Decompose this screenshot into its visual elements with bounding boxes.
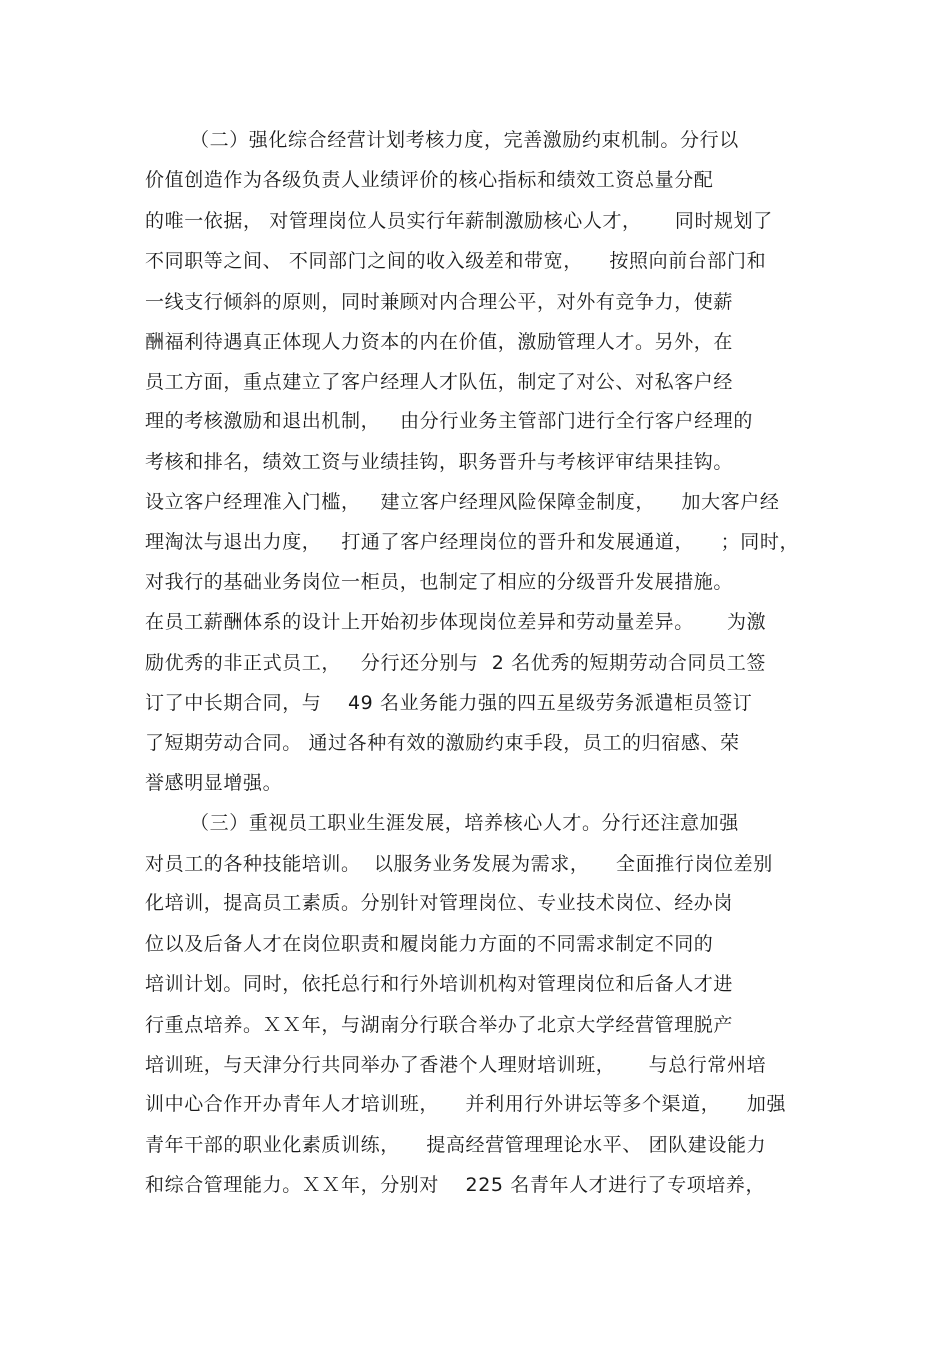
paragraph-2-line-1: （二）强化综合经营计划考核力度，完善激励约束机制。分行以 xyxy=(190,129,739,151)
paragraph-3-line-4: 位以及后备人才在岗位职责和履岗能力方面的不同需求制定不同的 xyxy=(145,933,714,955)
paragraph-2-line-5: 一线支行倾斜的原则，同时兼顾对内合理公平，对外有竞争力，使薪 xyxy=(145,291,734,313)
paragraph-3-line-3: 化培训，提高员工素质。分别针对管理岗位、专业技术岗位、经办岗 xyxy=(145,892,734,914)
paragraph-2-line-8: 理的考核激励和退出机制， 由分行业务主管部门进行全行客户经理的 xyxy=(145,410,753,432)
paragraph-2-line-15: 订了中长期合同，与 49 名业务能力强的四五星级劳务派遣柜员签订 xyxy=(145,692,753,714)
paragraph-2-line-10: 设立客户经理准入门槛， 建立客户经理风险保障金制度， 加大客户经 xyxy=(145,491,780,513)
paragraph-3-line-9: 青年干部的职业化素质训练， 提高经营管理理论水平、 团队建设能力 xyxy=(145,1134,767,1156)
paragraph-2-line-4: 不同职等之间、 不同部门之间的收入级差和带宽， 按照向前台部门和 xyxy=(145,250,767,272)
paragraph-2-line-17: 誉感明显增强。 xyxy=(145,772,283,794)
paragraph-3-line-1: （三）重视员工职业生涯发展，培养核心人才。分行还注意加强 xyxy=(190,812,739,834)
paragraph-2-line-14: 励优秀的非正式员工， 分行还分别与 2 名优秀的短期劳动合同员工签 xyxy=(145,652,766,674)
paragraph-2-line-11: 理淘汰与退出力度， 打通了客户经理岗位的晋升和发展通道， ；同时， xyxy=(145,531,800,553)
paragraph-2-line-13: 在员工薪酬体系的设计上开始初步体现岗位差异和劳动量差异。 为激 xyxy=(145,611,767,633)
paragraph-2-line-3: 的唯一依据， 对管理岗位人员实行年薪制激励核心人才， 同时规划了 xyxy=(145,210,773,232)
paragraph-2-line-7: 员工方面，重点建立了客户经理人才队伍，制定了对公、对私客户经 xyxy=(145,371,734,393)
paragraph-3-line-8: 训中心合作开办青年人才培训班， 并利用行外讲坛等多个渠道， 加强 xyxy=(145,1093,787,1115)
paragraph-2-line-9: 考核和排名，绩效工资与业绩挂钩，职务晋升与考核评审结果挂钩。 xyxy=(145,451,734,473)
paragraph-2-line-16: 了短期劳动合同。 通过各种有效的激励约束手段，员工的归宿感、荣 xyxy=(145,732,740,754)
paragraph-2-line-2: 价值创造作为各级负责人业绩评价的核心指标和绩效工资总量分配 xyxy=(145,169,714,191)
paragraph-2-line-12: 对我行的基础业务岗位一柜员，也制定了相应的分级晋升发展措施。 xyxy=(145,571,734,593)
paragraph-3-line-10: 和综合管理能力。ＸＸ年，分别对 225 名青年人才进行了专项培养， xyxy=(145,1174,766,1196)
paragraph-2-line-6: 酬福利待遇真正体现人力资本的内在价值，激励管理人才。另外，在 xyxy=(145,331,734,353)
paragraph-3-line-7: 培训班，与天津分行共同举办了香港个人理财培训班， 与总行常州培 xyxy=(145,1054,767,1076)
paragraph-3-line-2: 对员工的各种技能培训。 以服务业务发展为需求， 全面推行岗位差别 xyxy=(145,853,773,875)
paragraph-3-line-6: 行重点培养。ＸＸ年，与湖南分行联合举办了北京大学经营管理脱产 xyxy=(145,1014,734,1036)
paragraph-3-line-5: 培训计划。同时，依托总行和行外培训机构对管理岗位和后备人才进 xyxy=(145,973,734,995)
